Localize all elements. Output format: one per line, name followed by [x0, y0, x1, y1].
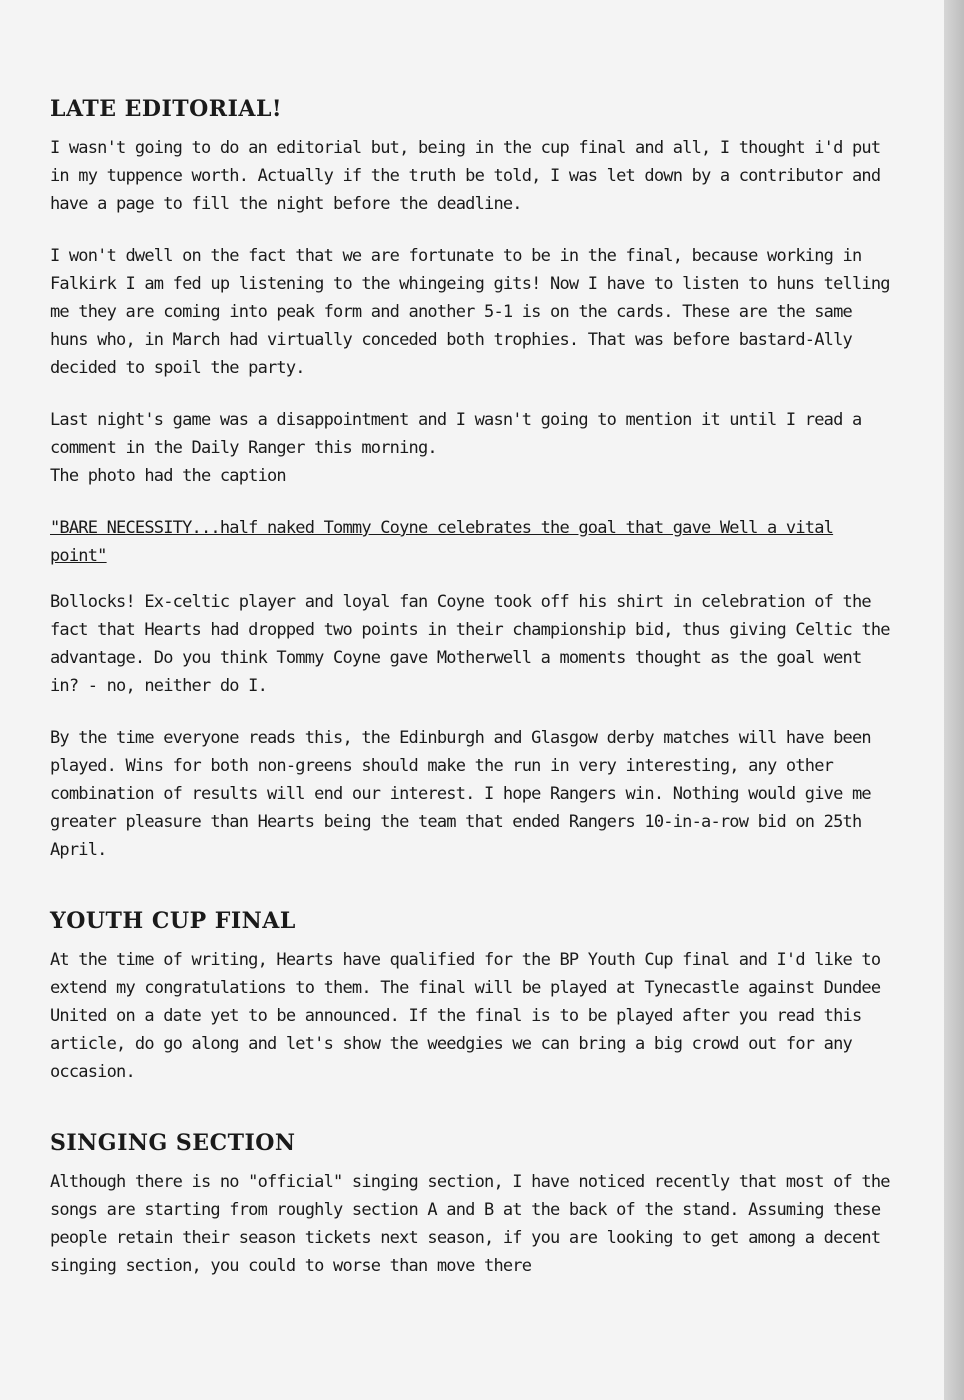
singing-section-heading: SINGING SECTION [50, 1130, 296, 1156]
editorial-paragraph-1: I wasn't going to do an editorial but, being in the cup final and all, I thought i'd put in my tuppence worth. Actually if the truth be told, I was let down by a contributor and have a page to fill the night before the deadline. [50, 138, 881, 214]
editorial-paragraph-5: By the time everyone reads this, the Edinburgh and Glasgow derby matches will have been played. Wins for both non-greens should make the run in very interesting, any other combination of results will end our interest. I hope Rangers win. Nothing would give me greater pleasure than Hearts being the team that ended Rangers 10-in-a-row bid on 25th April. [50, 728, 871, 860]
late-editorial-heading: LATE EDITORIAL! [50, 96, 283, 122]
page-edge [944, 0, 964, 1400]
youth-cup-paragraph: At the time of writing, Hearts have qualified for the BP Youth Cup final and I'd like to extend my congratulations to them. The final will be played at Tynecastle against Dundee United on a date yet to be announced. If the final is to be played after you read this article, do go along and let's show the weedgies we can bring a big crowd out for any occasion. [50, 950, 881, 1082]
youth-cup-final-heading: YOUTH CUP FINAL [50, 908, 296, 934]
article-body [50, 96, 890, 1324]
editorial-paragraph-3: Last night's game was a disappointment and I wasn't going to mention it until I read a comment in the Daily Ranger this morning. [50, 410, 862, 458]
editorial-paragraph-3-caption-intro: The photo had the caption [50, 466, 286, 486]
late-editorial-section [50, 96, 890, 864]
photo-caption-quote: "BARE NECESSITY...half naked Tommy Coyne celebrates the goal that gave Well a vital point" [50, 518, 834, 566]
singing-section-section [50, 1130, 890, 1280]
singing-section-paragraph: Although there is no "official" singing section, I have noticed recently that most of the songs are starting from roughly section A and B at the back of the stand. Assuming these people retain their season tickets next season, if you are looking to get among a decent singing section, you could to worse than move there [50, 1172, 890, 1276]
editorial-paragraph-4: Bollocks! Ex-celtic player and loyal fan Coyne took off his shirt in celebration of the fact that Hearts had dropped two points in their championship bid, thus giving Celtic the advantage. Do you think Tommy Coyne gave Motherwell a moments thought as the goal went in? - no, neither do I. [50, 592, 890, 696]
editorial-paragraph-2: I won't dwell on the fact that we are fortunate to be in the final, because working in Falkirk I am fed up listening to the whingeing gits! Now I have to listen to huns telling me they are coming into peak form and another 5-1 is on the cards. These are the same huns who, in March had virtually conceded both trophies. That was before bastard-Ally decided to spoil the party. [50, 246, 890, 378]
youth-cup-final-section [50, 908, 890, 1086]
